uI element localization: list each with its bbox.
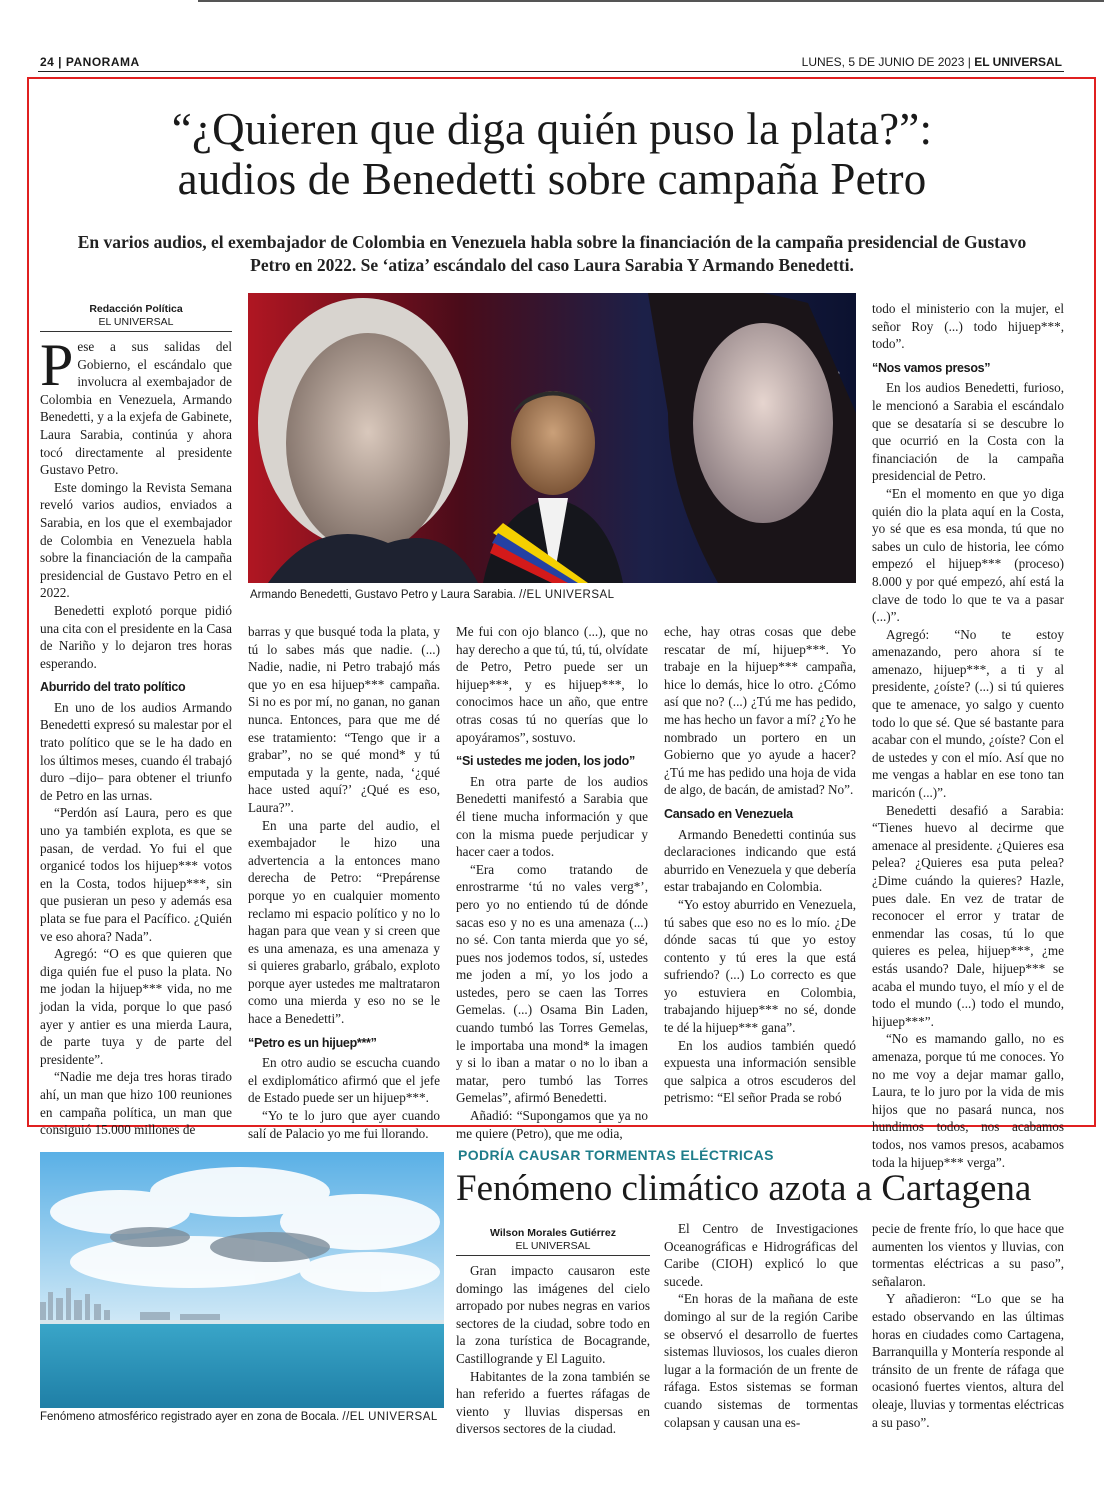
page-dateline: LUNES, 5 DE JUNIO DE 2023 | EL UNIVERSAL bbox=[801, 55, 1062, 69]
paragraph: En otro audio se escucha cuando el exdiplomático afirmó que el jefe de Estado puede ser un hijuep***. bbox=[248, 1055, 440, 1106]
weather-photo-illustration bbox=[40, 1152, 444, 1408]
weather-photo bbox=[40, 1152, 444, 1408]
byline bbox=[40, 303, 232, 329]
headline-line-2: audios de Benedetti sobre campaña Petro bbox=[177, 154, 927, 204]
paragraph: “En el momento en que yo diga quién dio la plata aquí en la Costa, yo sé que es esa monda, tú que no sabes un culo de historia, lee cómo empezó el hijuep*** (proceso) 8.000 y por qué empezó, ahí está la clave de todo lo que te va a pasar (...)”. bbox=[872, 485, 1064, 625]
weather-photo-caption bbox=[40, 1411, 438, 1423]
paragraph: Agregó: “No te estoy amenazando, pero ahora sí te amenazo, hijuep***, a ti y al presidente, ¿oíste? (...) si tú quieres que te amenace, yo salgo y cuento todo lo que sé. Que sé bastante para acabar con el mundo, ¿oíste? Con el de ustedes y con el mío. Así que no me vengas a hablar en ese tono tan maricón (...)”. bbox=[872, 626, 1064, 801]
paragraph: Armando Benedetti continúa sus declaraciones indicando que está aburrido en Venezuela y que debería estar trabajando en Colombia. bbox=[664, 826, 856, 895]
article-column-1 bbox=[40, 303, 232, 1139]
article-column-5 bbox=[872, 300, 1064, 1171]
article-photo bbox=[248, 293, 856, 583]
subhead: Cansado en Venezuela bbox=[664, 806, 793, 821]
lead-paragraph bbox=[40, 332, 232, 479]
byline-author: Wilson Morales Gutiérrez bbox=[490, 1227, 616, 1239]
article2-column-1 bbox=[456, 1227, 650, 1438]
article-deck: En varios audios, el exembajador de Colombia en Venezuela habla sobre la financiación de la campaña presidencial de Gustavo Petro en 2022. Se ‘atiza’ escándalo del caso Laura Sarabia Y Armando Benedetti. bbox=[77, 232, 1027, 275]
paragraph: Agregó: “O es que quieren que diga quién fue el puso la plata. No me jodan la hijuep*** vida, no me jodan la vida, porque lo que pasó ayer y antier es una mierda Laura, de parte tuya y de parte del presidente”. bbox=[40, 946, 232, 1067]
header-rule bbox=[38, 71, 1064, 72]
byline-paper: EL UNIVERSAL bbox=[98, 316, 174, 328]
section-label: 24 | PANORAMA bbox=[40, 55, 140, 69]
paragraph: Este domingo la Revista Semana reveló varios audios, enviados a Sarabia, en los que el exembajador de Colombia en Venezuela habla sobre la financiación de la campaña presidencial de Gustavo Petro en el 2022. bbox=[40, 479, 232, 601]
article2-column-3 bbox=[872, 1220, 1064, 1431]
paragraph: “Yo estoy aburrido en Venezuela, tú sabes que eso no es lo mío. ¿De dónde sacas tú que yo estoy contento y tú eres la que está sufriendo? (...) Lo correcto es que yo estuviera en Colombia, trabajando hijuep*** no sé, donde te dé la hijuep*** gana”. bbox=[664, 896, 856, 1036]
photo-illustration bbox=[248, 293, 856, 583]
paragraph: “Nadie me deja tres horas tirado ahí, un man que hizo 100 reuniones en campaña política, un man que consiguió 15.000 millones de bbox=[40, 1069, 232, 1138]
paragraph: “Era como tratando de enrostrarme ‘tú no vales verg*’, pero yo no entiendo tú de dónde sacas eso y no es una amenaza (...) no sé. Con tanta mierda que yo sé, pues nos jodemos todos, sí, ustedes me joden a mí, yo los jodo a ustedes, pero se caen las Torres Gemelas. (...) Osama Bin Laden, cuando tumbó las Torres Gemelas, le importaba una mond* la imagen y si lo iban a matar o no lo iban a matar, pero tumbó las Torres Gemelas”, afirmó Benedetti. bbox=[456, 861, 648, 1106]
paragraph: “En horas de la mañana de este domingo al sur de la región Caribe se observó el desarrollo de fuertes sistemas lluviosos, los cuales dieron lugar a la formación de un frente de ráfaga. Estos sistemas se forman cuando sistemas de tormentas colapsan y causan una es- bbox=[664, 1291, 858, 1430]
paragraph: “Perdón así Laura, pero es que uno ya también explota, es que se pasan, de verdad. Yo fui el que organicé todos los hijuep*** votos en la Costa, todos hijuep***, sin que pusieran un peso y además esa plata se fue para el Pacífico. ¿Quién ve eso ahora? Nada”. bbox=[40, 805, 232, 944]
paragraph: En una parte del audio, el exembajador le hizo una advertencia a la entonces mano derecha de Petro: “Prepárense porque yo en cualquier momento reclamo mi espacio político y no lo hagan para que vean y si creen que es una amenaza, es una amenaza y si quieres grabarlo, grábalo, exploto porque ayer ustedes me maltrataron como una mierda y eso no se le hace a Benedetti”. bbox=[248, 817, 440, 1027]
caption-text: Fenómeno atmosférico registrado ayer en zona de Bocala. bbox=[40, 1411, 340, 1423]
drop-cap: P bbox=[40, 332, 74, 398]
paragraph: Añadió: “Supongamos que ya no me quiere (Petro), que me odia, bbox=[456, 1108, 648, 1141]
paragraph: En uno de los audios Armando Benedetti expresó su malestar por el trato político que se le ha dado en los últimos meses, cuando él trabajó duro –dijo– para obtener el triunfo de Petro en las urnas. bbox=[40, 699, 232, 803]
paragraph: Gran impacto causaron este domingo las imágenes del cielo arropado por nubes negras en varios sectores de la ciudad, sobre todo en la zona turística de Bocagrande, Castillogrande y El Laguito. bbox=[456, 1263, 650, 1366]
article-column-3 bbox=[456, 623, 648, 1142]
article-column-4 bbox=[664, 623, 856, 1107]
paragraph: En los audios Benedetti, furioso, le mencionó a Sarabia el escándalo que se desataría si se descubre lo que ocurrió en la Costa con la financiación de la campaña presidencial de Petro. bbox=[872, 380, 1064, 484]
date-text: LUNES, 5 DE JUNIO DE 2023 bbox=[801, 55, 965, 69]
paragraph: “Yo te lo juro que ayer cuando salí de Palacio yo me fui llorando. bbox=[248, 1108, 440, 1141]
paragraph: Habitantes de la zona también se han referido a fuertes ráfagas de viento y lluvias dispersas en diversos sectores de la ciudad. bbox=[456, 1368, 650, 1437]
paper-name: EL UNIVERSAL bbox=[974, 55, 1062, 69]
photo-caption bbox=[250, 589, 615, 601]
caption-source: //EL UNIVERSAL bbox=[342, 1411, 438, 1423]
paragraph: “No es mamando gallo, no es amenaza, porque tú me conoces. Yo no me voy a dejar mamar gallo, Laura, te lo juro por la vida de mis hijos que no pasará nunca, nos hundimos todos, nos acabamos todos, nos vamos presos, acabamos toda la hijuep*** verga”. bbox=[872, 1031, 1064, 1170]
paragraph: todo el ministerio con la mujer, el señor Roy (...) todo hijuep***, todo”. bbox=[872, 301, 1064, 352]
paragraph: Benedetti explotó porque pidió una cita con el presidente en la Casa de Nariño y lo dejaron tres horas esperando. bbox=[40, 602, 232, 671]
byline-author: Redacción Política bbox=[89, 303, 183, 315]
subhead: “Si ustedes me joden, los jodo” bbox=[456, 754, 635, 769]
article2-kicker: PODRÍA CAUSAR TORMENTAS ELÉCTRICAS bbox=[458, 1147, 774, 1163]
lead-text: ese a sus salidas del Gobierno, el escándalo que involucra al exembajador de Colombia en Venezuela, Armando Benedetti, y a la exjefa de Gabinete, Laura Sarabia, continúa y ahora tocó directamente al presidente Gustavo Petro. bbox=[40, 339, 232, 478]
paragraph: pecie de frente frío, lo que hace que aumenten los vientos y lluvias, con tormentas eléctricas a su paso”, señalaron. bbox=[872, 1221, 1064, 1289]
paragraph: Me fui con ojo blanco (...), que no hay derecho a que tú, tú, tú, olvídate de Petro, Petro puede ser un hijuep***, y es hijuep***, lo conocimos hace un año, que entre otras cosas tú no querías que lo apoyáramos”, sostuvo. bbox=[456, 624, 648, 745]
top-rule bbox=[198, 0, 1104, 2]
article-headline bbox=[40, 104, 1064, 204]
subhead: “Petro es un hijuep***” bbox=[248, 1035, 377, 1050]
subhead: Aburrido del trato político bbox=[40, 680, 186, 695]
caption-text: Armando Benedetti, Gustavo Petro y Laura Sarabia. bbox=[250, 589, 516, 601]
article2-headline: Fenómeno climático azota a Cartagena bbox=[456, 1168, 1032, 1209]
paragraph: barras y que busqué toda la plata, y tú lo sabes más que nadie. (...) Nadie, nadie, ni Petro trabajó más que yo en esa hijuep*** campaña. Si no es por mí, no ganan, no ganan nunca. Entonces, para que me dé ese tratamiento: “Tengo que ir a grabar”, no se qué mond* y tú emputada y la gente, nada, ‘¿qué hace usted aquí?’ ¿Qué es eso, Laura?”. bbox=[248, 624, 440, 815]
paragraph: En otra parte de los audios Benedetti manifestó a Sarabia que él tiene mucha información y que con la misma puede perjudicar y hacer caer a todos. bbox=[456, 773, 648, 860]
byline-paper: EL UNIVERSAL bbox=[515, 1240, 591, 1252]
byline-rule bbox=[456, 1255, 650, 1256]
headline-line-1: “¿Quieren que diga quién puso la plata?”: bbox=[171, 104, 933, 154]
paragraph: Benedetti desafió a Sarabia: “Tienes huevo al decirme que amenace al presidente. ¿Quieres esa pelea? ¿Quieres esa puta pelea? ¿Dime cuándo la quieres? Hazle, pues dale. En vez de tratar de reconocer el error y tratar de enmendar las cosas, tú lo que quieres es pelea, hijuep***, ¿me estás usando? Dale, hijuep*** se acaba el mundo tuyo, el mío y el de todo el mundo (...) todo el mundo, hijuep***”. bbox=[872, 802, 1064, 1029]
paragraph: El Centro de Investigaciones Oceanográficas e Hidrográficas del Caribe (CIOH) explicó lo que sucede. bbox=[664, 1221, 858, 1289]
subhead: “Nos vamos presos” bbox=[872, 360, 991, 375]
caption-source: //EL UNIVERSAL bbox=[519, 589, 615, 601]
paragraph: En los audios también quedó expuesta una información sensible que salpica a otros escuderos del petrismo: “El señor Prada se robó bbox=[664, 1037, 856, 1106]
byline bbox=[456, 1227, 650, 1253]
article2-column-2 bbox=[664, 1220, 858, 1431]
paragraph: eche, hay otras cosas que debe rescatar de mí, hijuep***. Yo trabaje en la hijuep*** campaña, hice lo demás, hice lo otro. ¿Cómo así que no? (...) ¿Tú me has pedido, me has hecho un favor a mí? ¿Yo he nombrado un portero en un Gobierno que yo ayude a hacer? ¿Tú me has pedido una hoja de vida de algo, de bacán, de amistad? No”. bbox=[664, 624, 856, 798]
article-column-2 bbox=[248, 623, 440, 1142]
paragraph: Y añadieron: “Lo que se ha estado observando en las últimas horas en ciudades como Cartagena, Barranquilla y Montería responde al tránsito de un frente de ráfaga que ocasionó fuertes vientos, altura del oleaje, lluvias y tormentas eléctricas a su paso”. bbox=[872, 1291, 1064, 1430]
